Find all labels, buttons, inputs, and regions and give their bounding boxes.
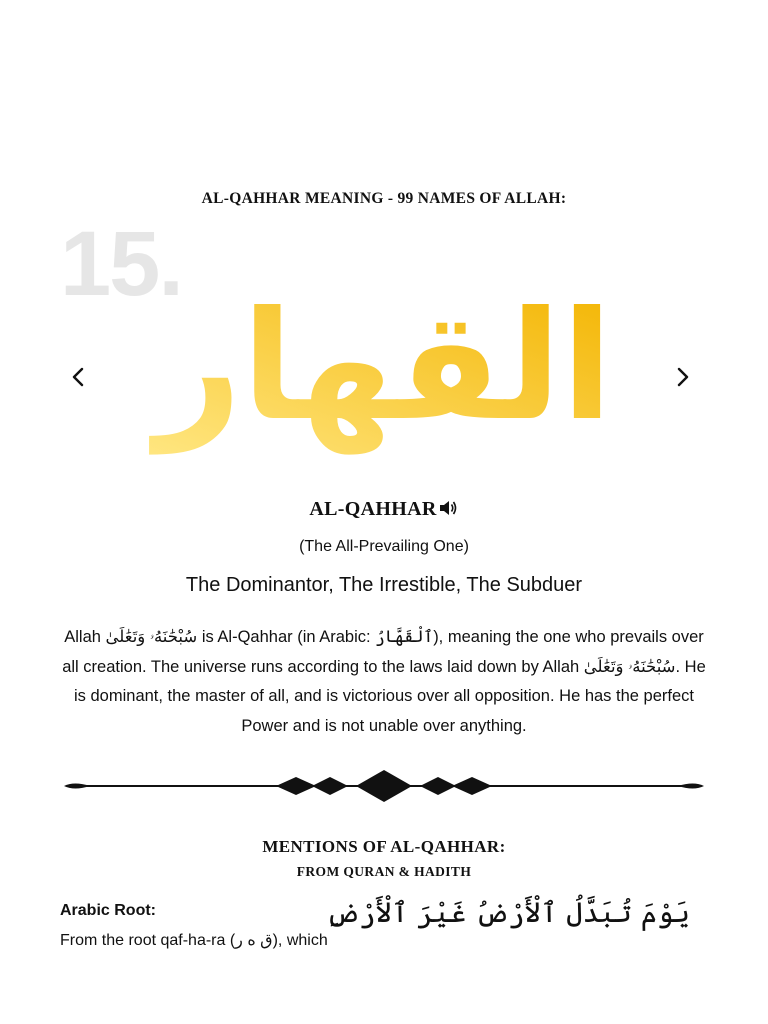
ornamental-divider (62, 766, 706, 806)
name-title: AL-QAHHAR (309, 498, 437, 520)
name-heading (0, 498, 768, 523)
description-text: Allah (64, 628, 106, 646)
arabic-name: ٱلْقَهَّارُ (375, 628, 434, 646)
mentions-title: MENTIONS OF AL-QAHHAR: (262, 837, 506, 856)
chevron-left-icon (63, 362, 93, 392)
root-text-part: From the root qaf-ha-ra ( (60, 932, 236, 949)
calligraphy-text: القهار (155, 280, 613, 454)
honorific-arabic: سُبْحَٰنَهُۥ وَتَعَٰلَىٰ (583, 657, 676, 676)
description-text: . He is dominant, the master of all, and is victorious over all opposition. He has the perfect Power and is not unable over anything. (74, 657, 706, 735)
calligraphy-image (155, 268, 613, 458)
name-meanings: The Dominantor, The Irrestible, The Subduer (185, 574, 583, 596)
quran-ayah: يَوْمَ تُبَدَّلُ ٱلْأَرْضُ غَيْرَ ٱلْأَرْضِ (326, 896, 690, 929)
previous-name-button[interactable] (63, 362, 93, 392)
chevron-right-icon (668, 362, 698, 392)
page-title: AL-QAHHAR MEANING - 99 NAMES OF ALLAH: (201, 190, 567, 207)
honorific-arabic: سُبْحَٰنَهُۥ وَتَعَٰلَىٰ (105, 628, 198, 646)
description-text: ), meaning the one who prevails over all creation. The universe runs according to the laws laid down by Allah (62, 628, 704, 676)
root-letters: ق ه ر (235, 932, 273, 949)
description-paragraph (60, 623, 708, 741)
mentions-subtitle: FROM QURAN & HADITH (296, 864, 472, 879)
description-text: is Al-Qahhar (in Arabic: (197, 628, 376, 646)
name-number: 15. (60, 213, 182, 315)
next-name-button[interactable] (668, 362, 698, 392)
speaker-icon[interactable] (439, 499, 459, 523)
arabic-root-label: Arabic Root: (60, 902, 156, 919)
arabic-root-text (60, 930, 328, 950)
root-text-part: ), which (272, 932, 328, 949)
name-subtitle: (The All-Prevailing One) (299, 538, 469, 555)
